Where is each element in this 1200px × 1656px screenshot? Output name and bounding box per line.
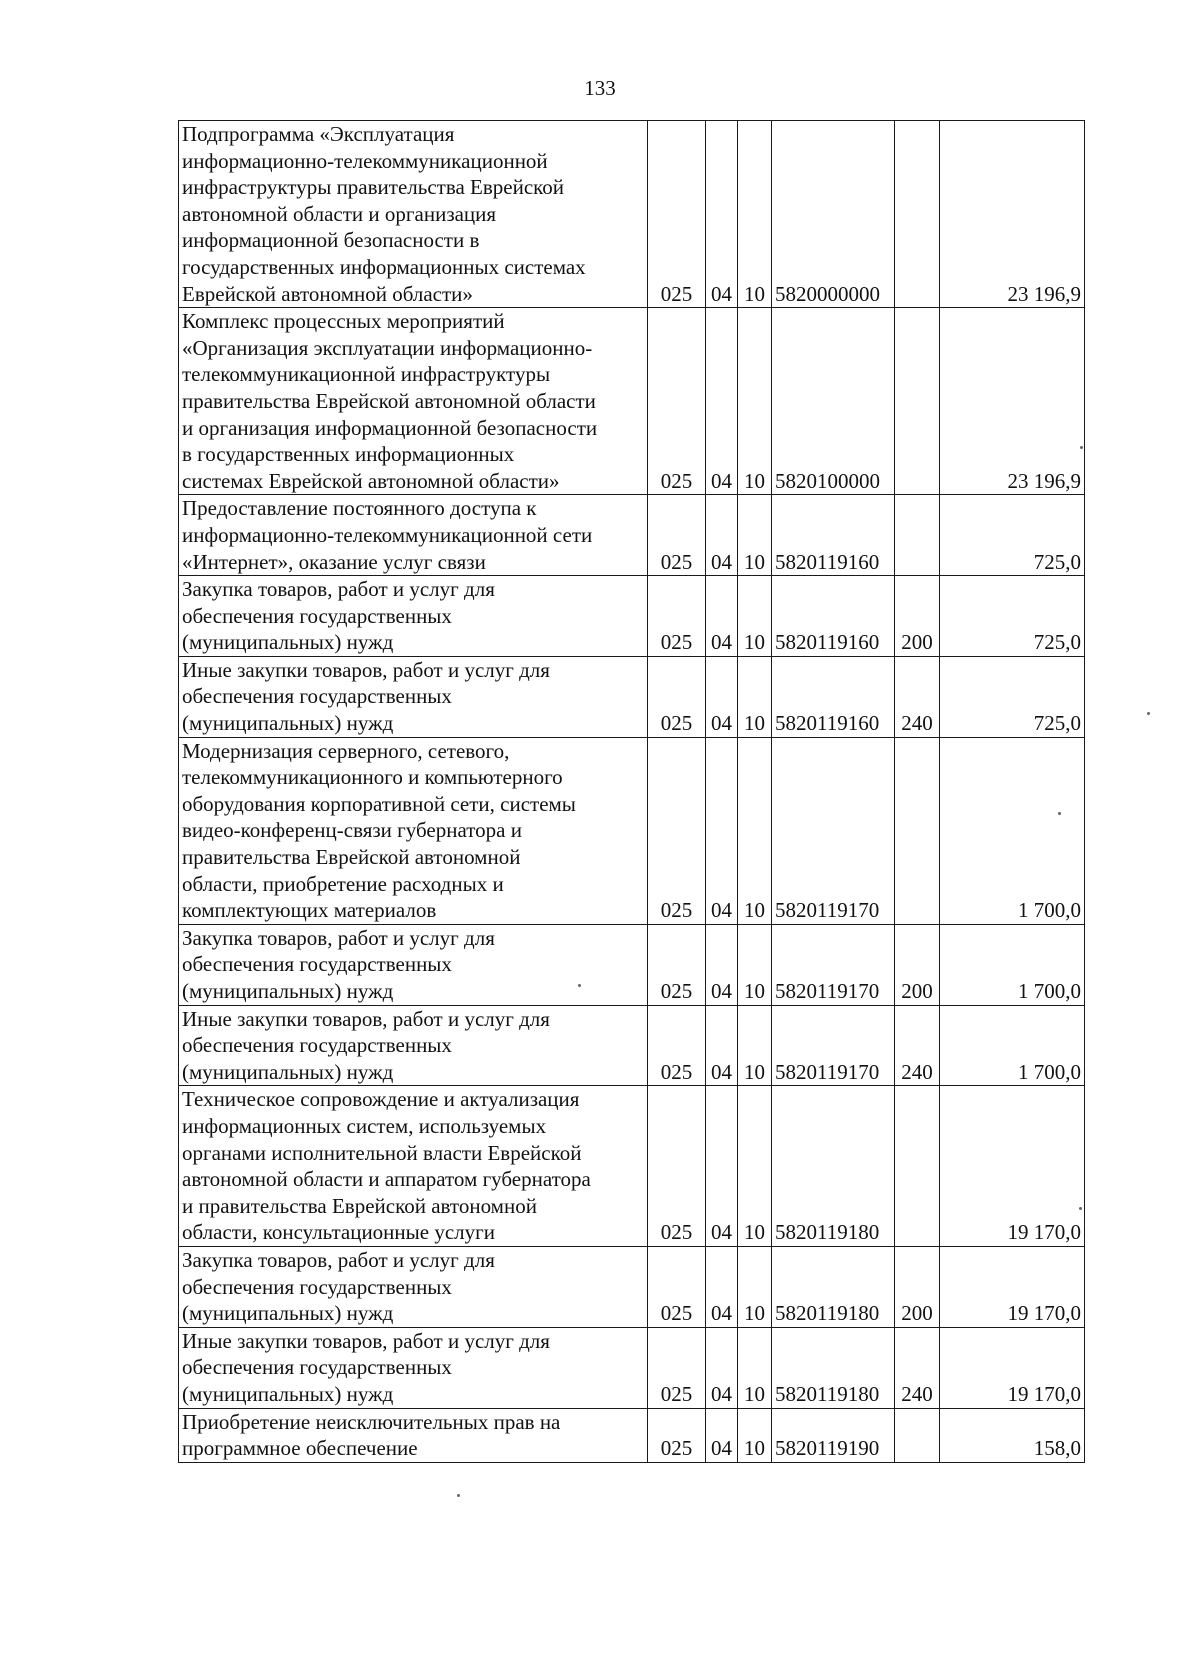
expense-type-cell <box>895 1086 940 1247</box>
ministry-code-cell: 025 <box>648 121 706 308</box>
subsection-code-cell: 10 <box>738 656 772 737</box>
amount-cell: 23 196,9 <box>940 121 1085 308</box>
ministry-code-cell: 025 <box>648 1005 706 1086</box>
scan-speck <box>1079 1207 1082 1210</box>
subsection-code-cell: 10 <box>738 1005 772 1086</box>
item-name-cell <box>179 1005 648 1086</box>
subsection-code-cell: 10 <box>738 1408 772 1462</box>
item-name-cell <box>179 1246 648 1327</box>
amount-cell: 1 700,0 <box>940 737 1085 924</box>
subsection-code-cell: 10 <box>738 924 772 1005</box>
target-article-cell: 5820000000 <box>772 121 895 308</box>
table-row <box>179 1086 1085 1247</box>
subsection-code-cell: 10 <box>738 576 772 657</box>
ministry-code-cell: 025 <box>648 656 706 737</box>
amount-cell: 1 700,0 <box>940 1005 1085 1086</box>
item-name: Комплекс процессных мероприятий «Организация эксплуатации информационно- телекоммуникационной инфраструктуры правительства Еврейской автономной области и организация информационной безопасности в государственных информационных системах Еврейской автономной области» <box>182 309 598 493</box>
item-name: Иные закупки товаров, работ и услуг для обеспечения государственных (муниципальных) нужд <box>182 1006 550 1084</box>
target-article-cell: 5820119170 <box>772 924 895 1005</box>
scan-speck <box>578 984 581 987</box>
item-name-cell <box>179 1086 648 1247</box>
item-name: Закупка товаров, работ и услуг для обеспечения государственных (муниципальных) нужд <box>182 1247 495 1326</box>
amount-cell: 23 196,9 <box>940 308 1085 495</box>
item-name-cell <box>179 495 648 576</box>
section-code-cell: 04 <box>706 737 738 924</box>
table-row <box>179 1246 1085 1327</box>
target-article-cell: 5820119180 <box>772 1086 895 1247</box>
amount-cell: 725,0 <box>940 656 1085 737</box>
amount-cell: 19 170,0 <box>940 1327 1085 1408</box>
ministry-code-cell: 025 <box>648 1086 706 1247</box>
page-number: 133 <box>584 76 616 100</box>
ministry-code-cell: 025 <box>648 308 706 495</box>
target-article-cell: 5820100000 <box>772 308 895 495</box>
item-name-cell <box>179 308 648 495</box>
expense-type-cell <box>895 308 940 495</box>
item-name: Техническое сопровождение и актуализация информационных систем, используемых органами исполнительной власти Еврейской автономной области и аппаратом губернатора и правительства Еврейской автономной области, консультационные услуги <box>182 1087 591 1245</box>
item-name-cell <box>179 1408 648 1462</box>
item-name-cell <box>179 121 648 308</box>
expense-type-cell <box>895 737 940 924</box>
table-row <box>179 495 1085 576</box>
expense-type-cell: 200 <box>895 1246 940 1327</box>
target-article-cell: 5820119170 <box>772 737 895 924</box>
section-code-cell: 04 <box>706 308 738 495</box>
table-row <box>179 576 1085 657</box>
ministry-code-cell: 025 <box>648 495 706 576</box>
amount-cell: 1 700,0 <box>940 924 1085 1005</box>
section-code-cell: 04 <box>706 1246 738 1327</box>
expense-type-cell <box>895 1408 940 1462</box>
item-name-cell <box>179 924 648 1005</box>
scan-speck <box>1058 812 1061 815</box>
ministry-code-cell: 025 <box>648 1408 706 1462</box>
target-article-cell: 5820119170 <box>772 1005 895 1086</box>
section-code-cell: 04 <box>706 656 738 737</box>
table-row <box>179 308 1085 495</box>
table-body <box>179 121 1085 1463</box>
amount-cell: 725,0 <box>940 576 1085 657</box>
target-article-cell: 5820119160 <box>772 656 895 737</box>
item-name: Подпрограмма «Эксплуатация информационно-телекоммуникационной инфраструктуры правительства Еврейской автономной области и организация информационной безопасности в государственных информационных системах Еврейской автономной области» <box>182 122 586 306</box>
expense-type-cell: 200 <box>895 576 940 657</box>
expense-type-cell: 240 <box>895 1005 940 1086</box>
table-row <box>179 1005 1085 1086</box>
section-code-cell: 04 <box>706 1327 738 1408</box>
expense-type-cell: 240 <box>895 656 940 737</box>
table-row <box>179 1408 1085 1462</box>
item-name: Закупка товаров, работ и услуг для обеспечения государственных (муниципальных) нужд <box>182 925 495 1003</box>
target-article-cell: 5820119180 <box>772 1327 895 1408</box>
item-name-cell <box>179 1327 648 1408</box>
amount-cell: 19 170,0 <box>940 1086 1085 1247</box>
amount-cell: 158,0 <box>940 1408 1085 1462</box>
expense-type-cell <box>895 495 940 576</box>
item-name-cell <box>179 576 648 657</box>
section-code-cell: 04 <box>706 924 738 1005</box>
subsection-code-cell: 10 <box>738 1086 772 1247</box>
section-code-cell: 04 <box>706 576 738 657</box>
ministry-code-cell: 025 <box>648 924 706 1005</box>
item-name-cell <box>179 737 648 924</box>
section-code-cell: 04 <box>706 1086 738 1247</box>
table-row <box>179 924 1085 1005</box>
item-name: Закупка товаров, работ и услуг для обеспечения государственных (муниципальных) нужд <box>182 577 495 655</box>
ministry-code-cell: 025 <box>648 576 706 657</box>
expense-type-cell: 240 <box>895 1327 940 1408</box>
amount-cell: 725,0 <box>940 495 1085 576</box>
target-article-cell: 5820119180 <box>772 1246 895 1327</box>
table-row <box>179 737 1085 924</box>
subsection-code-cell: 10 <box>738 1246 772 1327</box>
ministry-code-cell: 025 <box>648 737 706 924</box>
subsection-code-cell: 10 <box>738 737 772 924</box>
scan-speck <box>1147 712 1150 715</box>
target-article-cell: 5820119190 <box>772 1408 895 1462</box>
subsection-code-cell: 10 <box>738 308 772 495</box>
ministry-code-cell: 025 <box>648 1327 706 1408</box>
amount-cell: 19 170,0 <box>940 1246 1085 1327</box>
subsection-code-cell: 10 <box>738 1327 772 1408</box>
target-article-cell: 5820119160 <box>772 576 895 657</box>
section-code-cell: 04 <box>706 1408 738 1462</box>
target-article-cell: 5820119160 <box>772 495 895 576</box>
section-code-cell: 04 <box>706 495 738 576</box>
budget-table <box>178 120 1085 1463</box>
item-name: Модернизация серверного, сетевого, телекоммуникационного и компьютерного оборудования корпоративной сети, системы видео-конференц-связи губернатора и правительства Еврейской автономной области, приобретение расходных и комплектующих материалов <box>182 738 576 923</box>
item-name: Иные закупки товаров, работ и услуг для обеспечения государственных (муниципальных) нужд <box>182 657 550 736</box>
expense-type-cell <box>895 121 940 308</box>
subsection-code-cell: 10 <box>738 121 772 308</box>
item-name: Иные закупки товаров, работ и услуг для обеспечения государственных (муниципальных) нужд <box>182 1328 550 1406</box>
item-name: Предоставление постоянного доступа к информационно-телекоммуникационной сети «Интернет», оказание услуг связи <box>182 496 593 574</box>
ministry-code-cell: 025 <box>648 1246 706 1327</box>
section-code-cell: 04 <box>706 121 738 308</box>
table-row <box>179 656 1085 737</box>
scan-speck <box>457 1494 460 1497</box>
scan-speck <box>1080 446 1083 449</box>
table-row <box>179 121 1085 308</box>
item-name-cell <box>179 656 648 737</box>
item-name: Приобретение неисключительных прав на программное обеспечение <box>182 1409 561 1461</box>
expense-type-cell: 200 <box>895 924 940 1005</box>
section-code-cell: 04 <box>706 1005 738 1086</box>
table-row <box>179 1327 1085 1408</box>
subsection-code-cell: 10 <box>738 495 772 576</box>
